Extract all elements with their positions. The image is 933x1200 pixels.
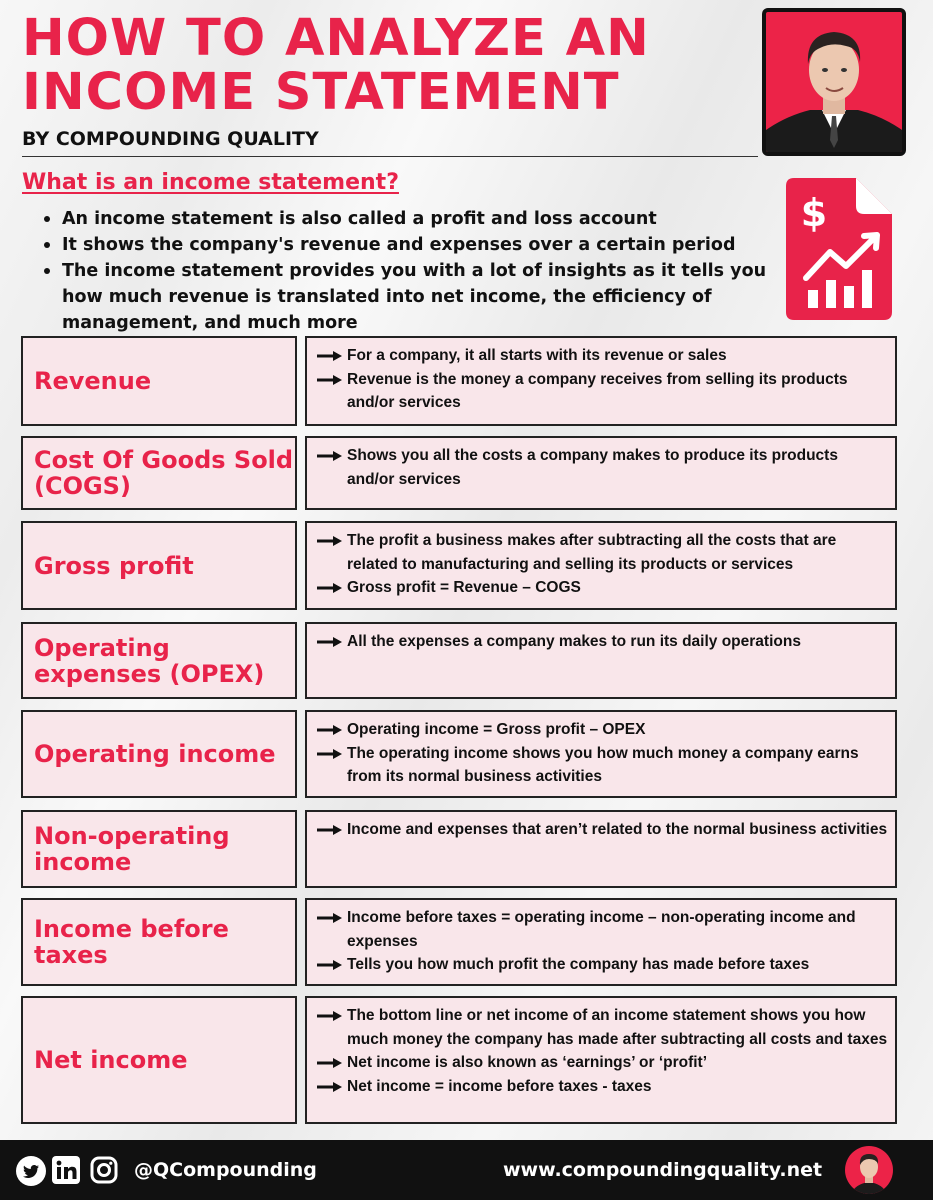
term-label: Income before taxes: [21, 898, 297, 986]
arrow-icon: [317, 913, 342, 923]
intro-bullet: It shows the company's revenue and expenses over a certain period: [42, 232, 782, 258]
footer-bar: [0, 1140, 933, 1200]
term-label: Cost Of Goods Sold (COGS): [21, 436, 297, 510]
arrow-icon: [317, 1058, 342, 1068]
social-handle[interactable]: @QCompounding: [134, 1159, 317, 1181]
arrow-icon: [317, 637, 342, 647]
definition-row-cogs: [21, 436, 897, 510]
term-description: [305, 436, 897, 510]
arrow-icon: [317, 960, 342, 970]
description-point: The profit a business makes after subtracting all the costs that are related to manufacturing and selling its products or services: [317, 529, 889, 576]
arrow-icon: [317, 1082, 342, 1092]
description-point: Income and expenses that aren’t related to the normal business activities: [317, 818, 889, 842]
arrow-icon: [317, 536, 342, 546]
description-point: Gross profit = Revenue – COGS: [317, 576, 889, 600]
definition-row-opex: [21, 622, 897, 699]
term-label: Operating expenses (OPEX): [21, 622, 297, 699]
term-description: [305, 622, 897, 699]
arrow-icon: [317, 351, 342, 361]
intro-heading: What is an income statement?: [22, 170, 399, 195]
description-point: Tells you how much profit the company has made before taxes: [317, 953, 889, 977]
arrow-icon: [317, 749, 342, 759]
description-point: For a company, it all starts with its revenue or sales: [317, 344, 889, 368]
arrow-icon: [317, 375, 342, 385]
instagram-icon[interactable]: [90, 1156, 118, 1184]
description-point: Shows you all the costs a company makes to produce its products and/or services: [317, 444, 889, 491]
byline: BY COMPOUNDING QUALITY: [22, 128, 319, 150]
twitter-icon[interactable]: [16, 1156, 46, 1186]
term-description: [305, 996, 897, 1124]
arrow-icon: [317, 451, 342, 461]
intro-bullet: An income statement is also called a profit and loss account: [42, 206, 782, 232]
arrow-icon: [317, 583, 342, 593]
term-description: [305, 898, 897, 986]
term-label: Revenue: [21, 336, 297, 426]
term-label: Operating income: [21, 710, 297, 798]
definition-row-revenue: [21, 336, 897, 426]
term-description: [305, 810, 897, 888]
divider: [22, 156, 758, 157]
term-description: [305, 710, 897, 798]
dollar-document-chart-icon: [786, 178, 892, 320]
definition-row-net-income: [21, 996, 897, 1124]
page-title: HOW TO ANALYZE AN INCOME STATEMENT: [22, 9, 650, 122]
arrow-icon: [317, 825, 342, 835]
description-point: Net income = income before taxes - taxes: [317, 1075, 889, 1099]
author-photo: [762, 8, 906, 156]
term-description: [305, 336, 897, 426]
description-point: Revenue is the money a company receives from selling its products and/or services: [317, 368, 889, 415]
description-point: The bottom line or net income of an income statement shows you how much money the company has made after subtracting all costs and taxes: [317, 1004, 889, 1051]
description-point: Income before taxes = operating income – non-operating income and expenses: [317, 906, 889, 953]
website-link[interactable]: www.compoundingquality.net: [503, 1159, 823, 1181]
svg-text:$: $: [800, 191, 828, 235]
definition-row-gross-profit: [21, 521, 897, 610]
linkedin-icon[interactable]: [52, 1156, 80, 1184]
avatar: [845, 1146, 893, 1194]
description-point: Operating income = Gross profit – OPEX: [317, 718, 889, 742]
intro-list: [42, 206, 782, 336]
description-point: All the expenses a company makes to run its daily operations: [317, 630, 889, 654]
arrow-icon: [317, 725, 342, 735]
definition-row-income-before-taxes: [21, 898, 897, 986]
term-label: Non-operating income: [21, 810, 297, 888]
intro-bullet: The income statement provides you with a lot of insights as it tells you how much revenue is translated into net income, the efficiency of management, and much more: [42, 258, 782, 336]
definition-row-operating-income: [21, 710, 897, 798]
term-label: Gross profit: [21, 521, 297, 610]
term-label: Net income: [21, 996, 297, 1124]
definition-row-non-operating-income: [21, 810, 897, 888]
description-point: Net income is also known as ‘earnings’ or ‘profit’: [317, 1051, 889, 1075]
description-point: The operating income shows you how much money a company earns from its normal business activities: [317, 742, 889, 789]
arrow-icon: [317, 1011, 342, 1021]
term-description: [305, 521, 897, 610]
